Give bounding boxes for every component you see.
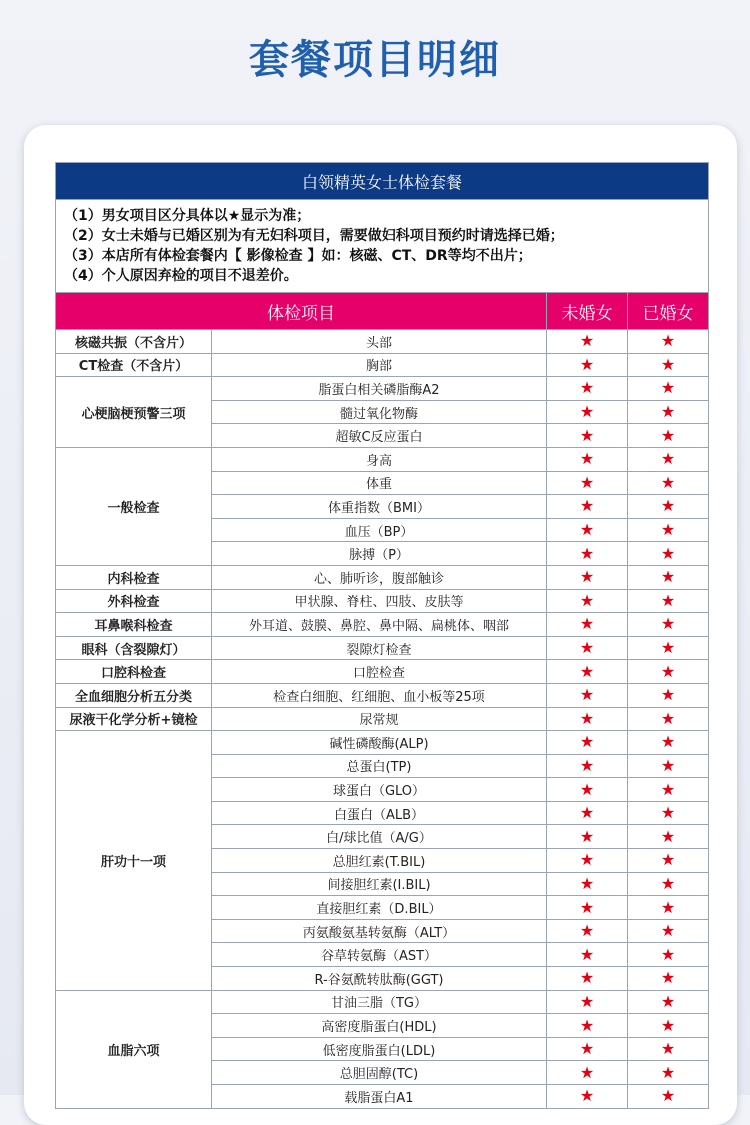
item-cell: 白蛋白（ALB） [212,801,547,825]
table-row [56,330,709,354]
star-married-icon: ★ [628,754,709,778]
category-cell: 尿液干化学分析+镜检 [56,707,212,731]
star-unmarried-icon: ★ [547,589,628,613]
item-cell: 球蛋白（GLO） [212,778,547,802]
table-row [56,660,709,684]
category-cell: 一般检查 [56,447,212,565]
package-title: 白领精英女士体检套餐 [56,163,709,200]
star-unmarried-icon: ★ [547,495,628,519]
star-unmarried-icon: ★ [547,613,628,637]
star-married-icon: ★ [628,1014,709,1038]
package-table-wrapper [55,162,708,1109]
star-married-icon: ★ [628,400,709,424]
table-row [56,707,709,731]
star-unmarried-icon: ★ [547,707,628,731]
table-row [56,377,709,401]
star-unmarried-icon: ★ [547,542,628,566]
star-unmarried-icon: ★ [547,731,628,755]
table-row [56,353,709,377]
header-unmarried: 未婚女 [547,293,628,330]
category-cell: 口腔科检查 [56,660,212,684]
star-unmarried-icon: ★ [547,1014,628,1038]
star-unmarried-icon: ★ [547,896,628,920]
star-unmarried-icon: ★ [547,660,628,684]
star-married-icon: ★ [628,542,709,566]
item-cell: 体重指数（BMI） [212,495,547,519]
table-row [56,565,709,589]
star-unmarried-icon: ★ [547,1037,628,1061]
category-cell: 眼科（含裂隙灯） [56,636,212,660]
page-title: 套餐项目明细 [249,37,501,83]
item-cell: 甲状腺、脊柱、四肢、皮肤等 [212,589,547,613]
star-married-icon: ★ [628,731,709,755]
category-cell: 外科检查 [56,589,212,613]
star-unmarried-icon: ★ [547,849,628,873]
star-married-icon: ★ [628,471,709,495]
star-married-icon: ★ [628,495,709,519]
table-body [56,330,709,1109]
star-unmarried-icon: ★ [547,518,628,542]
category-cell: 心梗脑梗预警三项 [56,377,212,448]
star-married-icon: ★ [628,447,709,471]
star-married-icon: ★ [628,636,709,660]
star-unmarried-icon: ★ [547,330,628,354]
item-cell: 高密度脂蛋白(HDL) [212,1014,547,1038]
item-cell: 谷草转氨酶（AST） [212,943,547,967]
item-cell: 总胆固醇(TC) [212,1061,547,1085]
item-cell: 甘油三脂（TG） [212,990,547,1014]
item-cell: 体重 [212,471,547,495]
item-cell: 超敏C反应蛋白 [212,424,547,448]
star-married-icon: ★ [628,1061,709,1085]
item-cell: 总胆红素(T.BIL) [212,849,547,873]
header-married: 已婚女 [628,293,709,330]
star-unmarried-icon: ★ [547,801,628,825]
category-cell: 全血细胞分析五分类 [56,683,212,707]
item-cell: R-谷氨酰转肽酶(GGT) [212,967,547,991]
package-table [55,162,709,1109]
table-row [56,990,709,1014]
item-cell: 总蛋白(TP) [212,754,547,778]
item-cell: 心、肺听诊，腹部触诊 [212,565,547,589]
star-unmarried-icon: ★ [547,1061,628,1085]
star-married-icon: ★ [628,565,709,589]
table-row [56,613,709,637]
star-unmarried-icon: ★ [547,872,628,896]
star-married-icon: ★ [628,683,709,707]
star-unmarried-icon: ★ [547,400,628,424]
item-cell: 髓过氧化物酶 [212,400,547,424]
category-cell: CT检查（不含片） [56,353,212,377]
item-cell: 载脂蛋白A1 [212,1085,547,1109]
item-cell: 碱性磷酸酶(ALP) [212,731,547,755]
star-unmarried-icon: ★ [547,967,628,991]
table-row [56,683,709,707]
star-married-icon: ★ [628,1037,709,1061]
star-unmarried-icon: ★ [547,1085,628,1109]
star-married-icon: ★ [628,330,709,354]
category-cell: 核磁共振（不含片） [56,330,212,354]
header-exam-item: 体检项目 [56,293,547,330]
star-unmarried-icon: ★ [547,778,628,802]
note-line: （3）本店所有体检套餐内【 影像检查 】如：核磁、CT、DR等均不出片； [64,248,532,264]
note-line: （2）女士未婚与已婚区别为有无妇科项目，需要做妇科项目预约时请选择已婚； [64,228,564,244]
star-unmarried-icon: ★ [547,919,628,943]
star-married-icon: ★ [628,825,709,849]
star-unmarried-icon: ★ [547,353,628,377]
item-cell: 直接胆红素（D.BIL） [212,896,547,920]
star-unmarried-icon: ★ [547,683,628,707]
table-row [56,447,709,471]
star-married-icon: ★ [628,589,709,613]
item-cell: 头部 [212,330,547,354]
item-cell: 白/球比值（A/G） [212,825,547,849]
package-notes [56,200,709,293]
star-married-icon: ★ [628,707,709,731]
star-married-icon: ★ [628,424,709,448]
item-cell: 外耳道、鼓膜、鼻腔、鼻中隔、扁桃体、咽部 [212,613,547,637]
item-cell: 口腔检查 [212,660,547,684]
category-cell: 耳鼻喉科检查 [56,613,212,637]
star-married-icon: ★ [628,919,709,943]
item-cell: 裂隙灯检查 [212,636,547,660]
star-married-icon: ★ [628,778,709,802]
table-row [56,589,709,613]
star-married-icon: ★ [628,967,709,991]
item-cell: 低密度脂蛋白(LDL) [212,1037,547,1061]
star-unmarried-icon: ★ [547,377,628,401]
star-married-icon: ★ [628,801,709,825]
star-married-icon: ★ [628,990,709,1014]
note-line: （1）男女项目区分具体以★显示为准； [64,208,311,224]
star-unmarried-icon: ★ [547,825,628,849]
star-unmarried-icon: ★ [547,471,628,495]
star-unmarried-icon: ★ [547,943,628,967]
star-married-icon: ★ [628,1085,709,1109]
item-cell: 血压（BP） [212,518,547,542]
star-married-icon: ★ [628,613,709,637]
category-cell: 肝功十一项 [56,731,212,991]
note-line: （4）个人原因弃检的项目不退差价。 [64,268,298,284]
star-married-icon: ★ [628,353,709,377]
table-row [56,731,709,755]
item-cell: 尿常规 [212,707,547,731]
star-unmarried-icon: ★ [547,565,628,589]
star-married-icon: ★ [628,849,709,873]
star-married-icon: ★ [628,943,709,967]
item-cell: 间接胆红素(I.BIL) [212,872,547,896]
item-cell: 脉搏（P） [212,542,547,566]
table-row [56,636,709,660]
item-cell: 脂蛋白相关磷脂酶A2 [212,377,547,401]
item-cell: 丙氨酸氨基转氨酶（ALT） [212,919,547,943]
item-cell: 检查白细胞、红细胞、血小板等25项 [212,683,547,707]
star-married-icon: ★ [628,896,709,920]
star-married-icon: ★ [628,377,709,401]
star-unmarried-icon: ★ [547,754,628,778]
star-unmarried-icon: ★ [547,990,628,1014]
star-unmarried-icon: ★ [547,447,628,471]
item-cell: 身高 [212,447,547,471]
star-married-icon: ★ [628,518,709,542]
item-cell: 胸部 [212,353,547,377]
category-cell: 内科检查 [56,565,212,589]
star-unmarried-icon: ★ [547,424,628,448]
star-married-icon: ★ [628,872,709,896]
category-cell: 血脂六项 [56,990,212,1108]
star-unmarried-icon: ★ [547,636,628,660]
star-married-icon: ★ [628,660,709,684]
